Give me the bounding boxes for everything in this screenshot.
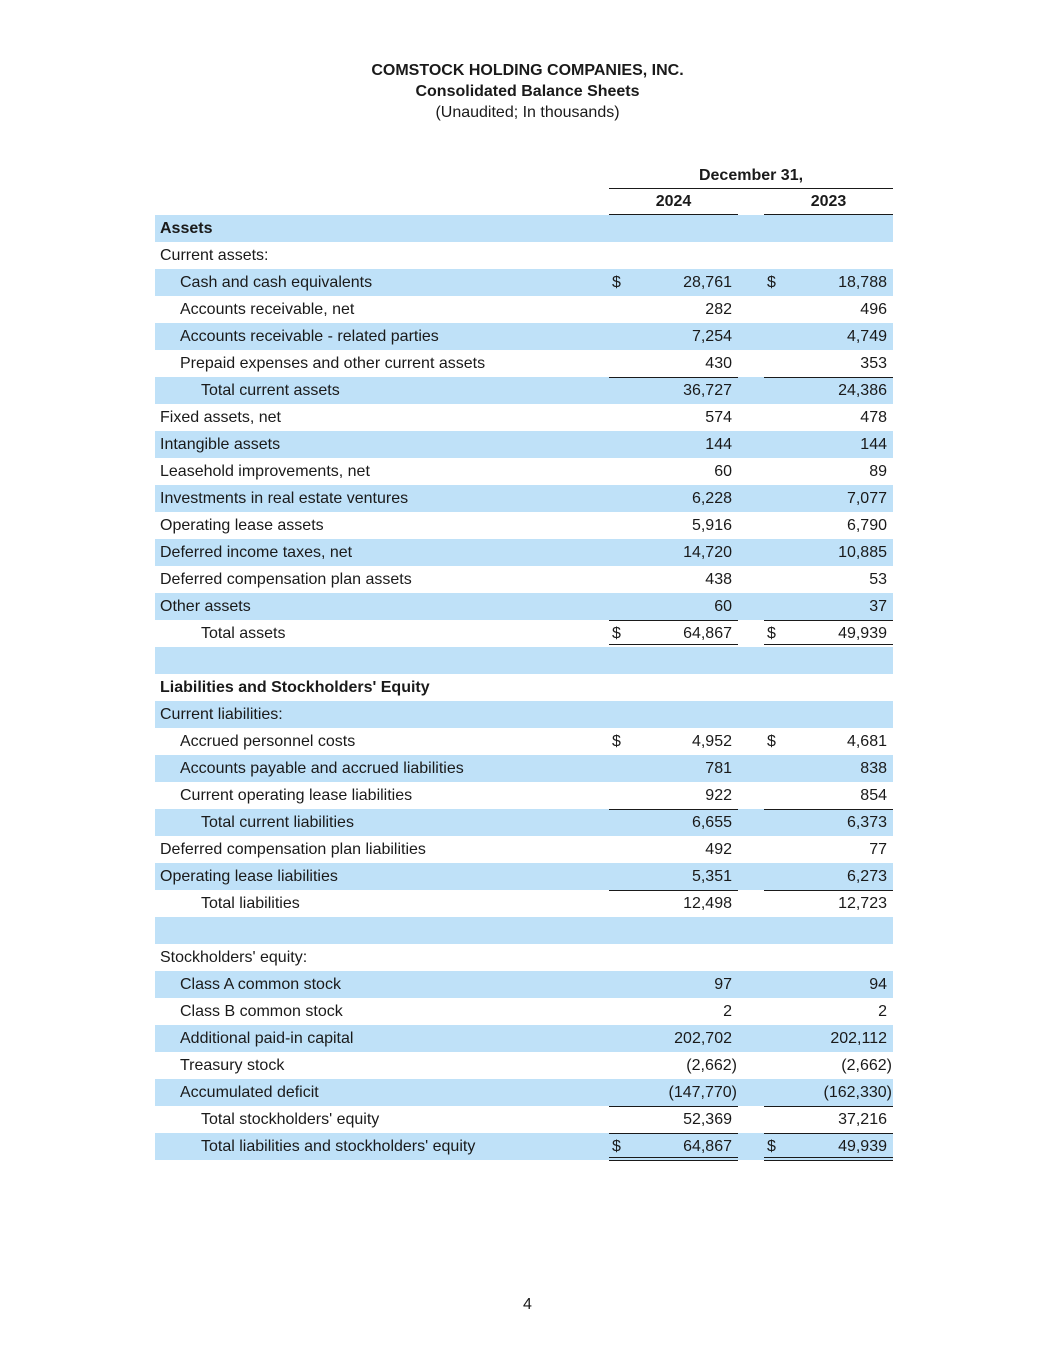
- currency-symbol: $: [612, 274, 621, 291]
- value-2024-cell: [609, 1025, 738, 1052]
- value-2023: 77: [869, 841, 887, 858]
- year-header-2024: 2024: [609, 189, 738, 215]
- row-label: Accounts payable and accrued liabilities: [180, 760, 464, 777]
- table-row: [155, 1133, 893, 1160]
- value-2024: 492: [705, 841, 732, 858]
- value-2023-cell: [764, 512, 893, 539]
- table-row: [155, 431, 893, 458]
- row-label: Class B common stock: [180, 1003, 343, 1020]
- value-2023: 10,885: [838, 544, 887, 561]
- value-2023: 144: [860, 436, 887, 453]
- value-2024: 202,702: [674, 1030, 732, 1047]
- table-row: [155, 215, 893, 242]
- row-label: Current liabilities:: [160, 706, 283, 723]
- value-2023: 4,749: [846, 328, 887, 345]
- row-label: Liabilities and Stockholders' Equity: [160, 679, 430, 696]
- row-label: Deferred income taxes, net: [160, 544, 353, 561]
- value-2024-cell: [609, 836, 738, 863]
- row-label: Deferred compensation plan liabilities: [160, 841, 426, 858]
- row-label: Operating lease assets: [160, 517, 324, 534]
- value-2024-cell: [609, 269, 738, 296]
- value-2023: 838: [860, 760, 887, 777]
- value-2024-cell: [609, 458, 738, 485]
- row-label: Total liabilities: [201, 895, 300, 912]
- value-2024-cell: [609, 971, 738, 998]
- value-2024-cell: [609, 728, 738, 755]
- value-2023: 4,681: [846, 733, 887, 750]
- table-row: [155, 566, 893, 593]
- value-2023-cell: [764, 323, 893, 350]
- row-label: Class A common stock: [180, 976, 341, 993]
- value-2023: 37,216: [838, 1111, 887, 1128]
- table-row: [155, 593, 893, 620]
- value-2023-cell: [764, 782, 893, 809]
- value-2023-cell: [764, 458, 893, 485]
- row-label: Total liabilities and stockholders' equity: [201, 1138, 476, 1155]
- row-label: Accumulated deficit: [180, 1084, 319, 1101]
- value-2024: 430: [705, 355, 732, 372]
- value-2023: 37: [869, 598, 887, 615]
- table-row: [155, 512, 893, 539]
- value-2024-cell: [609, 539, 738, 566]
- value-2023: 478: [860, 409, 887, 426]
- value-2023: 18,788: [838, 274, 887, 291]
- value-2024-cell: [609, 755, 738, 782]
- value-2024: 574: [705, 409, 732, 426]
- row-label: Investments in real estate ventures: [160, 490, 409, 507]
- value-2023: 2: [878, 1003, 887, 1020]
- value-2023: 6,273: [846, 868, 887, 885]
- value-2024: 4,952: [691, 733, 732, 750]
- value-2024: 64,867: [683, 1138, 732, 1155]
- table-row: [155, 701, 893, 728]
- table-row: [155, 1106, 893, 1133]
- value-2024: 64,867: [683, 625, 732, 642]
- table-row: [155, 377, 893, 404]
- row-label: Other assets: [160, 598, 251, 615]
- value-2023-cell: [764, 863, 893, 890]
- value-2023-cell: [764, 809, 893, 836]
- year-header-2023: 2023: [764, 189, 893, 215]
- value-2023: 854: [860, 787, 887, 804]
- table-row: [155, 323, 893, 350]
- currency-symbol: $: [612, 625, 621, 642]
- table-row: [155, 404, 893, 431]
- value-2023-cell: [764, 404, 893, 431]
- table-row: [155, 863, 893, 890]
- table-row: [155, 296, 893, 323]
- value-2023: 6,373: [846, 814, 887, 831]
- row-label: Prepaid expenses and other current assets: [180, 355, 486, 372]
- value-2024-cell: [609, 512, 738, 539]
- table-row: [155, 728, 893, 755]
- value-2023-cell: [764, 1079, 893, 1106]
- value-2024: 2: [723, 1003, 732, 1020]
- table-row: [155, 890, 893, 917]
- value-2023-cell: [764, 539, 893, 566]
- column-header: [155, 162, 893, 215]
- row-label: Treasury stock: [180, 1057, 285, 1074]
- table-row: [155, 350, 893, 377]
- value-2024-cell: [609, 404, 738, 431]
- value-2024: 144: [705, 436, 732, 453]
- value-2024-cell: [609, 998, 738, 1025]
- value-2023-cell: [764, 350, 893, 377]
- value-2024: 12,498: [683, 895, 732, 912]
- table-row: [155, 539, 893, 566]
- table-row: [155, 917, 893, 944]
- value-2023: 53: [869, 571, 887, 588]
- table-row: [155, 782, 893, 809]
- table-row: [155, 998, 893, 1025]
- row-label: Accounts receivable - related parties: [180, 328, 439, 345]
- table-body: [155, 215, 893, 1160]
- value-2024-cell: [609, 809, 738, 836]
- value-2023-cell: [764, 593, 893, 620]
- document-header: [0, 60, 1055, 123]
- row-label: Leasehold improvements, net: [160, 463, 370, 480]
- value-2024: 36,727: [683, 382, 732, 399]
- table-row: [155, 836, 893, 863]
- value-2024: 5,916: [691, 517, 732, 534]
- currency-symbol: $: [612, 1138, 621, 1155]
- value-2023-cell: [764, 269, 893, 296]
- table-row: [155, 809, 893, 836]
- table-row: [155, 1052, 893, 1079]
- value-2023-cell: [764, 728, 893, 755]
- statement-title: Consolidated Balance Sheets: [415, 83, 640, 100]
- value-2023-cell: [764, 971, 893, 998]
- value-2024: 60: [714, 598, 732, 615]
- statement-note: (Unaudited; In thousands): [435, 104, 620, 121]
- value-2024-cell: [609, 485, 738, 512]
- value-2023: 49,939: [838, 1138, 887, 1155]
- value-2024: 14,720: [683, 544, 732, 561]
- currency-symbol: $: [612, 733, 621, 750]
- value-2023-cell: [764, 485, 893, 512]
- value-2024-cell: [609, 863, 738, 890]
- row-label: Stockholders' equity:: [160, 949, 308, 966]
- value-2024-cell: [609, 890, 738, 917]
- value-2023: 24,386: [838, 382, 887, 399]
- currency-symbol: $: [767, 625, 776, 642]
- value-2023-cell: [764, 566, 893, 593]
- value-2024: 60: [714, 463, 732, 480]
- value-2023: 7,077: [846, 490, 887, 507]
- table-row: [155, 269, 893, 296]
- value-2024-cell: [609, 1079, 738, 1106]
- table-row: [155, 944, 893, 971]
- page-number: 4: [523, 1296, 532, 1313]
- value-2024-cell: [609, 431, 738, 458]
- period-header: December 31,: [609, 162, 893, 189]
- value-2024-cell: [609, 1133, 738, 1160]
- value-2024-cell: [609, 1052, 738, 1079]
- value-2023: 496: [860, 301, 887, 318]
- value-2023: 89: [869, 463, 887, 480]
- company-name: COMSTOCK HOLDING COMPANIES, INC.: [371, 62, 684, 79]
- balance-sheet-table: [155, 162, 893, 1160]
- row-label: Cash and cash equivalents: [180, 274, 373, 291]
- value-2023: (162,330): [823, 1084, 892, 1101]
- row-label: Accounts receivable, net: [180, 301, 355, 318]
- row-label: Additional paid-in capital: [180, 1030, 354, 1047]
- value-2023-cell: [764, 620, 893, 647]
- value-2023: 202,112: [830, 1030, 887, 1047]
- table-row: [155, 755, 893, 782]
- currency-symbol: $: [767, 1138, 776, 1155]
- value-2023: 12,723: [838, 895, 887, 912]
- value-2023-cell: [764, 296, 893, 323]
- value-2024: 282: [705, 301, 732, 318]
- row-label: Deferred compensation plan assets: [160, 571, 412, 588]
- value-2024: 5,351: [691, 868, 732, 885]
- value-2024-cell: [609, 323, 738, 350]
- value-2024: 438: [705, 571, 732, 588]
- row-label: Intangible assets: [160, 436, 281, 453]
- row-label: Total assets: [201, 625, 286, 642]
- value-2024: 781: [705, 760, 732, 777]
- currency-symbol: $: [767, 274, 776, 291]
- value-2023-cell: [764, 755, 893, 782]
- table-row: [155, 485, 893, 512]
- table-row: [155, 1025, 893, 1052]
- value-2023-cell: [764, 1025, 893, 1052]
- value-2023-cell: [764, 836, 893, 863]
- value-2023-cell: [764, 1106, 893, 1133]
- table-row: [155, 458, 893, 485]
- value-2024: 7,254: [691, 328, 732, 345]
- value-2024-cell: [609, 1106, 738, 1133]
- value-2023-cell: [764, 431, 893, 458]
- value-2024: (2,662): [686, 1057, 737, 1074]
- table-row: [155, 242, 893, 269]
- row-label: Current operating lease liabilities: [180, 787, 413, 804]
- row-label: Operating lease liabilities: [160, 868, 338, 885]
- currency-symbol: $: [767, 733, 776, 750]
- value-2024: 6,228: [691, 490, 732, 507]
- value-2024: 922: [705, 787, 732, 804]
- value-2024: (147,770): [668, 1084, 737, 1101]
- value-2023-cell: [764, 1052, 893, 1079]
- row-label: Current assets:: [160, 247, 269, 264]
- value-2024-cell: [609, 620, 738, 647]
- value-2024-cell: [609, 350, 738, 377]
- row-label: Total current assets: [201, 382, 340, 399]
- row-label: Fixed assets, net: [160, 409, 281, 426]
- value-2024: 52,369: [683, 1111, 732, 1128]
- value-2024: 6,655: [691, 814, 732, 831]
- row-label: Assets: [160, 220, 213, 237]
- value-2024: 28,761: [683, 274, 732, 291]
- value-2023: 6,790: [846, 517, 887, 534]
- value-2023: (2,662): [841, 1057, 892, 1074]
- value-2023: 49,939: [838, 625, 887, 642]
- value-2024-cell: [609, 782, 738, 809]
- row-label: Total stockholders' equity: [201, 1111, 380, 1128]
- table-row: [155, 647, 893, 674]
- table-row: [155, 1079, 893, 1106]
- value-2023: 94: [869, 976, 887, 993]
- value-2024-cell: [609, 566, 738, 593]
- value-2023-cell: [764, 998, 893, 1025]
- value-2023-cell: [764, 377, 893, 404]
- value-2023: 353: [860, 355, 887, 372]
- value-2024-cell: [609, 377, 738, 404]
- table-row: [155, 620, 893, 647]
- row-label: Accrued personnel costs: [180, 733, 356, 750]
- value-2023-cell: [764, 1133, 893, 1160]
- value-2024-cell: [609, 296, 738, 323]
- value-2024: 97: [714, 976, 732, 993]
- row-label: Total current liabilities: [201, 814, 354, 831]
- table-row: [155, 971, 893, 998]
- value-2024-cell: [609, 593, 738, 620]
- value-2023-cell: [764, 890, 893, 917]
- table-row: [155, 674, 893, 701]
